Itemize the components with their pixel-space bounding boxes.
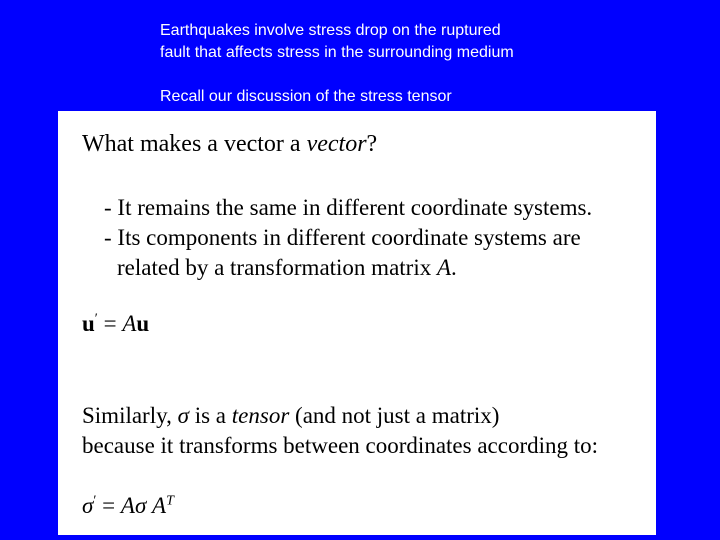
header-line-2: fault that affects stress in the surrounding medium — [160, 44, 514, 61]
eq1-prime: ′ — [94, 311, 98, 327]
header-line-1: Earthquakes involve stress drop on the ruptured — [160, 22, 501, 39]
eq2-lhs: σ — [82, 493, 94, 518]
heading-suffix: ? — [366, 131, 378, 157]
eq1-equals: = — [97, 311, 123, 336]
heading-italic: vector — [306, 131, 367, 157]
slide-header — [160, 20, 680, 108]
para-l1-tensor: tensor — [231, 403, 290, 428]
heading-prefix: What makes a vector a — [82, 131, 307, 157]
bullet-2-cont-var: A — [436, 255, 452, 280]
eq1-lhs: u — [82, 311, 95, 336]
header-spacer — [160, 64, 680, 86]
bullet-2-cont-suffix: . — [451, 255, 457, 280]
para-l1-sigma: σ — [177, 403, 189, 428]
para-l1-prefix: Similarly, — [82, 403, 178, 428]
tensor-paragraph — [82, 401, 598, 461]
para-line-2: because it transforms between coordinates according to: — [82, 433, 599, 458]
eq2-rhs2: A — [152, 493, 167, 518]
bullet-2-cont-prefix: related by a transformation matrix — [117, 255, 437, 280]
card-heading — [82, 131, 377, 158]
content-card — [58, 111, 656, 535]
tensor-transform-equation — [82, 493, 174, 519]
bullet-2: - Its components in different coordinate systems are — [104, 225, 581, 250]
eq2-rhs1: Aσ — [120, 493, 147, 518]
bullet-list — [104, 193, 592, 283]
vector-transform-equation — [82, 311, 149, 337]
eq2-prime: ′ — [93, 493, 97, 509]
eq2-sup: T — [166, 493, 174, 509]
bullet-1: - It remains the same in different coordinate systems. — [104, 195, 593, 220]
para-line-1 — [82, 401, 598, 431]
para-l1-suffix: (and not just a matrix) — [289, 403, 500, 428]
header-line-3: Recall our discussion of the stress tensor — [160, 88, 452, 105]
para-l1-mid: is a — [188, 403, 232, 428]
eq1-coef: A — [122, 311, 137, 336]
eq2-equals: = — [96, 493, 121, 518]
eq1-rhs: u — [136, 311, 150, 336]
bullet-2-continuation — [104, 253, 592, 283]
